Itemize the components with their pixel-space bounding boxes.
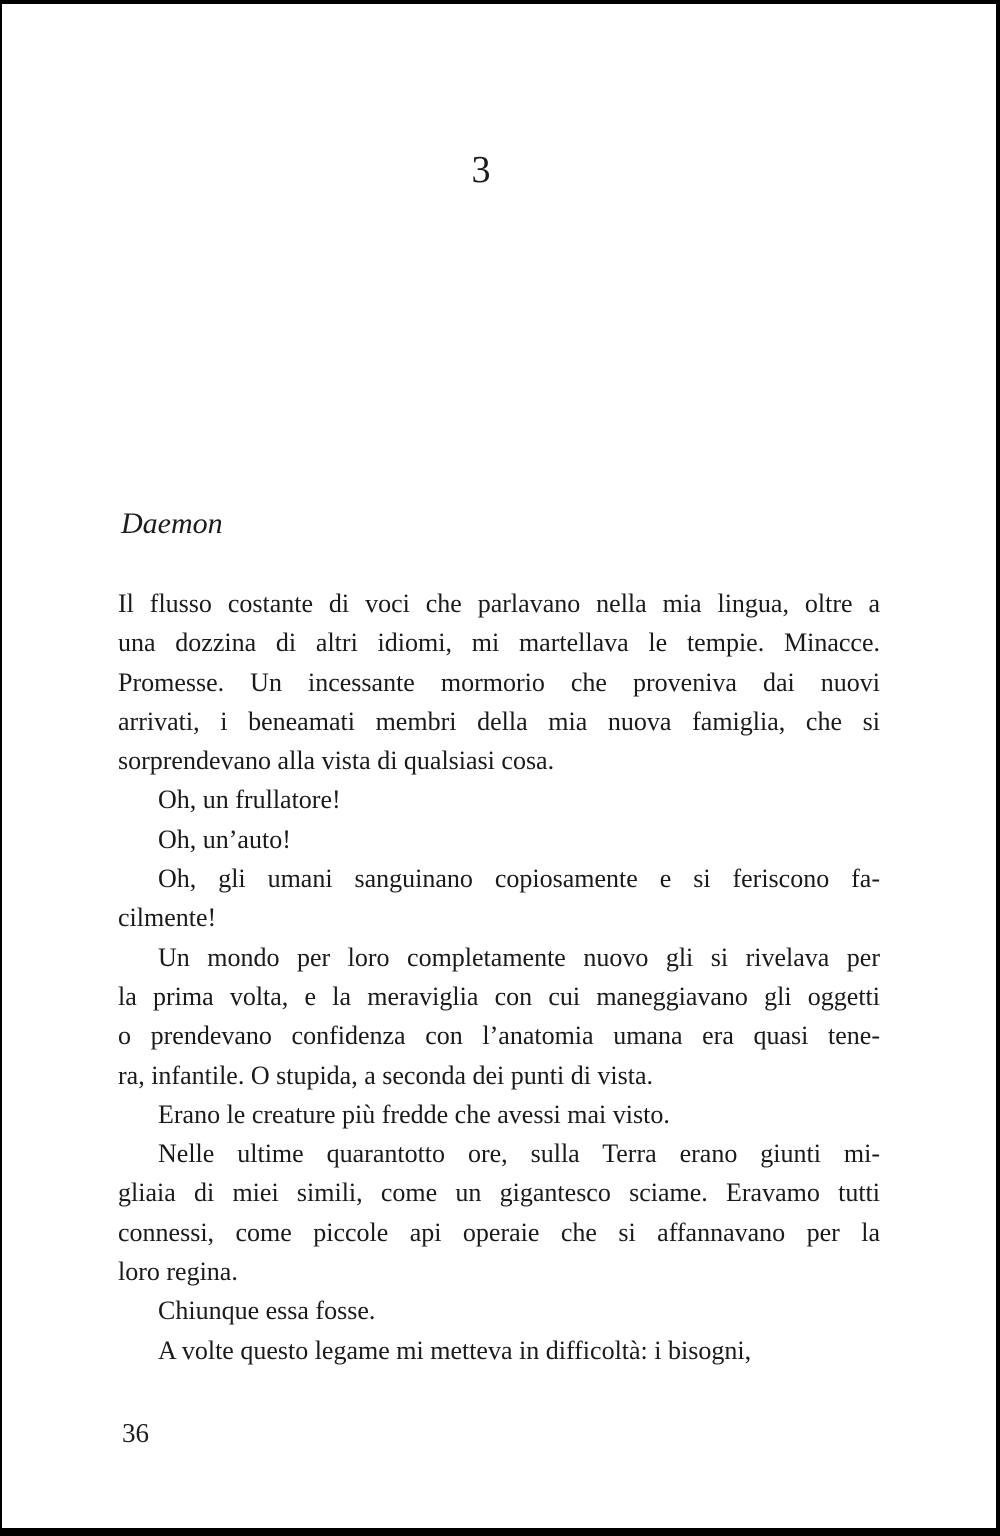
chapter-number: 3 xyxy=(471,149,491,191)
text-line: Oh, un frullatore! xyxy=(158,785,341,815)
text-line: Chiunque essa fosse. xyxy=(158,1296,376,1326)
text-line: arrivati, i beneamati membri della mia nuova famiglia, che si xyxy=(118,706,880,736)
text-line: A volte questo legame mi metteva in difficoltà: i bisogni, xyxy=(158,1335,752,1365)
section-title: Daemon xyxy=(121,507,223,540)
text-line: Il flusso costante di voci che parlavano nella mia lingua, oltre a xyxy=(118,589,880,618)
text-line: Oh, gli umani sanguinano copiosamente e si feriscono fa- xyxy=(158,864,880,894)
text-line: sorprendevano alla vista di qualsiasi cosa. xyxy=(118,746,555,776)
text-line: Un mondo per loro completamente nuovo gli si rivelava per xyxy=(158,942,880,972)
text-line: gliaia di miei simili, come un gigantesco sciame. Eravamo tutti xyxy=(118,1178,880,1208)
text-line: Nelle ultime quarantotto ore, sulla Terra erano giunti mi- xyxy=(158,1139,880,1169)
body-text xyxy=(118,584,880,1370)
text-line: o prendevano confidenza con l’anatomia umana era quasi tene- xyxy=(118,1021,880,1051)
text-line: cilmente! xyxy=(118,903,217,933)
text-line: ra, infantile. O stupida, a seconda dei punti di vista. xyxy=(118,1060,654,1090)
text-line: una dozzina di altri idiomi, mi martellava le tempie. Minacce. xyxy=(118,628,880,658)
text-line: Oh, un’auto! xyxy=(158,824,291,854)
page-number: 36 xyxy=(122,1418,149,1448)
text-line: la prima volta, e la meraviglia con cui maneggiavano gli oggetti xyxy=(118,981,880,1011)
text-line: connessi, come piccole api operaie che si affannavano per la xyxy=(118,1217,880,1247)
text-line: loro regina. xyxy=(118,1257,238,1287)
text-line: Erano le creature più fredde che avessi mai visto. xyxy=(158,1099,670,1129)
text-line: Promesse. Un incessante mormorio che proveniva dai nuovi xyxy=(118,667,880,697)
